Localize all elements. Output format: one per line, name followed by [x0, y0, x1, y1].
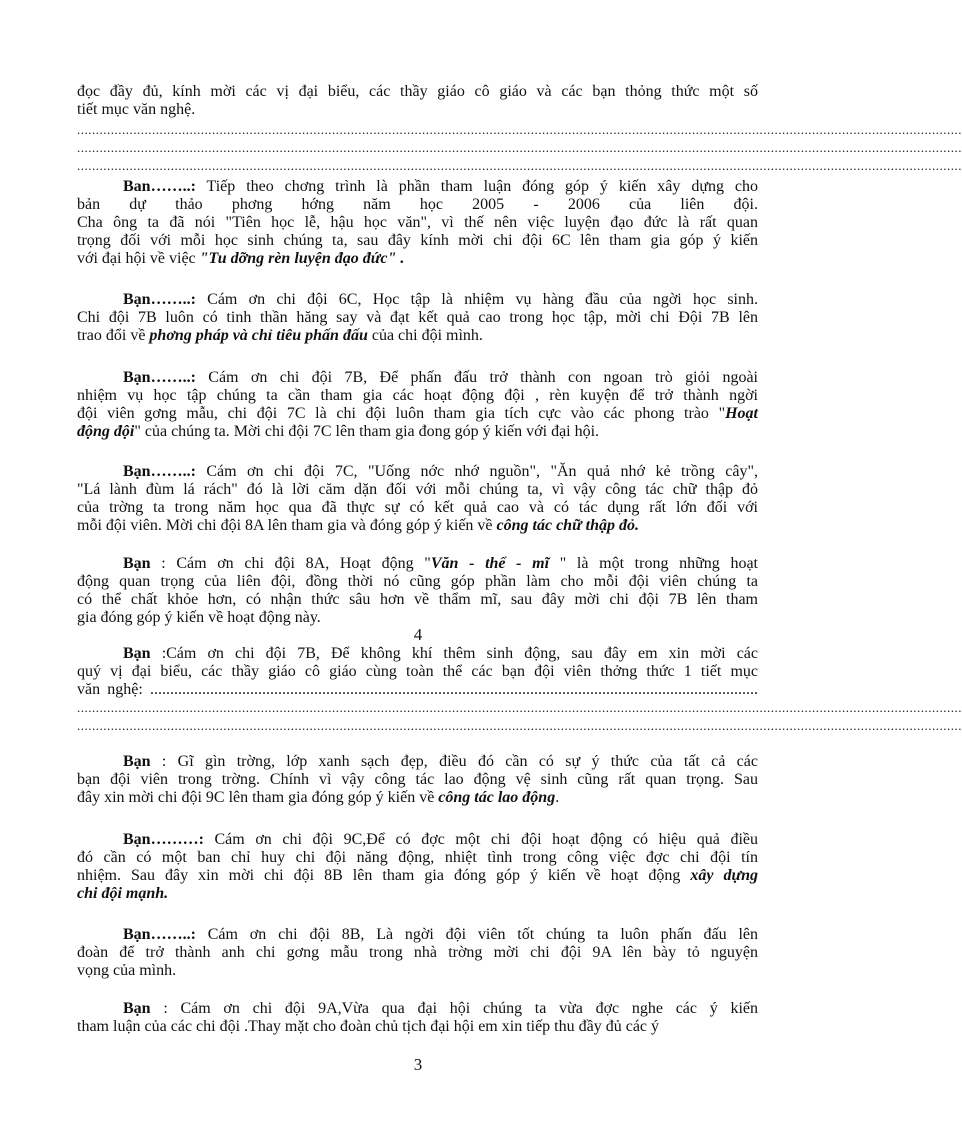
text-line — [77, 83, 758, 101]
text-line — [77, 369, 758, 387]
paragraph-7b-thanks — [77, 369, 758, 441]
text-line — [77, 1000, 758, 1018]
text-segment: bạn đội viên trong trờng. Chính vì vậy công tác lao động vệ sinh cũng rất quan trọng. Sau — [77, 771, 758, 788]
text-segment: đó cần có một ban chỉ huy chi đội năng động, nhiệt tình trong công việc đợc chi đội tín — [77, 849, 758, 866]
text-segment: : Cám ơn chi đội 8A, Hoạt động " — [161, 555, 431, 572]
text-line — [77, 962, 758, 980]
text-segment: đây xin mời chi đội 9C lên tham gia đóng góp ý kiến về — [77, 789, 439, 806]
text-segment: với đại hội về việc — [77, 250, 200, 267]
emphasis-text: chi đội mạnh. — [77, 885, 169, 902]
emphasis-text: công tác chữ thập đỏ. — [496, 517, 639, 534]
text-segment: :Cám ơn chi đội 7B, Để không khí thêm sinh động, sau đây em xin mời các — [161, 645, 758, 662]
text-segment: có thể chất khỏe hơn, có nhận thức sâu hơn về thẩm mĩ, sau đây mời chi đội 7B lên tham — [77, 591, 758, 608]
text-segment: tiết mục văn nghệ. — [77, 101, 196, 118]
text-segment: gia đóng góp ý kiến về hoạt động này. — [77, 609, 321, 626]
text-line — [77, 291, 758, 309]
text-segment: của trờng ta trong năm học qua đã thực sự có kết quả cao và có tác dụng rất lớn đối với — [77, 499, 758, 516]
text-segment: Tiếp theo chơng trình là phần tham luận đóng góp ý kiến xây dựng cho — [195, 178, 758, 195]
text-segment: Cha ông ta đã nói "Tiên học lễ, hậu học văn", vì thế nên việc luyện đạo đức là rất quan — [77, 214, 758, 231]
text-segment: Cám ơn chi đội 7C, "Uống nớc nhớ nguồn", "Ăn quả nhớ kẻ trồng cây", — [195, 463, 758, 480]
text-line — [77, 926, 758, 944]
text-line — [77, 831, 758, 849]
text-segment: đọc đầy đủ, kính mời các vị đại biểu, các thầy giáo cô giáo và các bạn thỏng thức một số — [77, 83, 758, 100]
dotted-fill-line — [77, 139, 962, 157]
text-segment: " là một trong những hoạt — [549, 555, 758, 572]
emphasis-text: công tác lao động — [438, 789, 556, 806]
paragraph-program-intro — [77, 178, 758, 268]
text-segment: của chi đội mình. — [367, 327, 483, 344]
text-segment: . — [555, 789, 560, 806]
emphasis-text: động đội — [77, 423, 135, 440]
text-segment: trao đổi về — [77, 327, 150, 344]
text-segment: đoàn để trở thành anh chi gơng mẫu trong nhà trờng mời chi đội 9A lên bày tỏ nguyện — [77, 944, 758, 961]
text-segment: bản dự thảo phơng hớng năm học 2005 - 2006 của liên đội. — [77, 196, 758, 213]
text-segment: tham luận của các chi đội .Thay mặt cho đoàn chủ tịch đại hội em xin tiếp thu đầy đủ các ý — [77, 1018, 660, 1035]
text-line — [77, 463, 758, 481]
speaker-label: Bạn……..: — [123, 926, 196, 943]
speaker-label: Ban……..: — [123, 178, 196, 195]
speaker-label: Bạn — [123, 645, 162, 662]
text-line — [77, 405, 758, 423]
text-segment: trọng đối với mỗi học sinh chúng ta, sau đây kính mời chi đội 6C lên tham gia góp ý kiến — [77, 232, 758, 249]
dotted-lines — [77, 121, 962, 175]
text-segment: "Lá lành đùm lá rách" đó là lời căm dặn đối với mỗi chúng ta, vì vậy công tác chữ thập đỏ — [77, 481, 758, 498]
text-line — [77, 1018, 758, 1036]
speaker-label: Bạn — [123, 1000, 164, 1017]
text-segment: mỗi đội viên. Mời chi đội 8A lên tham gia và đóng góp ý kiến về — [77, 517, 497, 534]
text-segment: ............................................................................................................................................................................................................................................ — [77, 158, 962, 173]
text-line — [77, 555, 758, 573]
text-line — [77, 663, 758, 681]
footer-page-number: 3 — [413, 1055, 423, 1074]
emphasis-text: Văn - thể - mĩ — [430, 555, 550, 572]
paragraph-intro-end — [77, 83, 758, 119]
dotted-fill-line — [77, 157, 962, 175]
text-line — [77, 232, 758, 250]
dotted-fill-line — [77, 717, 962, 735]
text-line — [77, 645, 758, 663]
text-segment: : Cám ơn chi đội 9A,Vừa qua đại hội chúng ta vừa đợc nghe các ý kiến — [163, 1000, 759, 1017]
text-segment: ............................................................................................................................................................................................................................................ — [77, 700, 962, 715]
emphasis-text: xây dựng — [690, 867, 758, 884]
text-segment: nhiệm. Sau đây xin mời chi đội 8B lên tham gia đóng góp ý kiến về hoạt động — [77, 867, 691, 884]
emphasis-text: phơng pháp và chỉ tiêu phấn đấu — [149, 327, 368, 344]
emphasis-text: Hoạt — [725, 405, 758, 422]
text-line — [77, 681, 758, 699]
text-line — [77, 885, 758, 903]
text-line — [77, 327, 758, 345]
text-line — [77, 849, 758, 867]
text-line — [77, 591, 758, 609]
inline-page-number: 4 — [413, 625, 423, 644]
paragraph-labor — [77, 753, 758, 807]
dotted-fill-line — [77, 699, 962, 717]
emphasis-text: "Tu dỡng rèn luyện đạo đức" . — [199, 250, 405, 267]
text-line — [77, 481, 758, 499]
paragraph-9a-thanks — [77, 1000, 758, 1036]
speaker-label: Bạn — [123, 555, 162, 572]
paragraph-8a-thanks — [77, 555, 758, 627]
text-segment: Chi đội 7B luôn có tinh thần hăng say và đạt kết quả cao trong học tập, mời chi Đội 7B lên — [77, 309, 758, 326]
text-line — [77, 387, 758, 405]
text-segment: động quan trọng của liên đội, đồng thời nó cũng góp phần làm cho mỗi đội viên chúng ta — [77, 573, 758, 590]
text-segment: ............................................................................................................................................................................................................................................ — [77, 718, 962, 733]
text-line — [77, 178, 758, 196]
paragraph-7c-thanks — [77, 463, 758, 535]
text-segment: Cám ơn chi đội 8B, Là ngời đội viên tốt chúng ta luôn phấn đấu lên — [195, 926, 758, 943]
text-line — [77, 309, 758, 327]
speaker-label: Bạn……..: — [123, 369, 196, 386]
text-line — [77, 944, 758, 962]
text-line — [77, 789, 758, 807]
text-segment: " của chúng ta. Mời chi đội 7C lên tham gia đong góp ý kiến với đại hội. — [134, 423, 600, 440]
paragraph-9c-thanks — [77, 831, 758, 903]
text-segment: đội viên gơng mẫu, chi đội 7C là chi đội luôn tham gia tích cực vào các phong trào " — [77, 405, 726, 422]
text-line — [77, 423, 758, 441]
text-segment: ............................................................................................................................................................................................................................................ — [77, 140, 962, 155]
speaker-label: Bạn……..: — [123, 291, 196, 308]
speaker-label: Bạn……..: — [123, 463, 196, 480]
text-line — [77, 753, 758, 771]
text-segment: văn nghệ: ........................................................................................................................................................ — [77, 681, 758, 698]
text-line — [77, 573, 758, 591]
text-segment: : Gĩ gìn trờng, lớp xanh sạch đẹp, điều đó cần có sự ý thức của tất cả các — [161, 753, 758, 770]
text-segment: ............................................................................................................................................................................................................................................ — [77, 122, 962, 137]
text-line — [77, 250, 758, 268]
paragraph-8b-thanks — [77, 926, 758, 980]
paragraph-6c-thanks — [77, 291, 758, 345]
speaker-label: Bạn………: — [123, 831, 204, 848]
text-segment: vọng của mình. — [77, 962, 177, 979]
text-segment: quý vị đại biểu, các thầy giáo cô giáo cùng toàn thể các bạn đội viên thởng thức 1 tiết mục — [77, 663, 758, 680]
text-line — [77, 499, 758, 517]
text-line — [77, 196, 758, 214]
text-segment: Cám ơn chi đội 7B, Để phấn đấu trở thành con ngoan trò giỏi ngoài — [195, 369, 758, 386]
text-segment: Cám ơn chi đội 9C,Để có đợc một chi đội hoạt động có hiệu quả điều — [203, 831, 758, 848]
text-line — [77, 771, 758, 789]
text-segment: nhiệm vụ học tập chúng ta cần tham gia các hoạt động đội , rèn kuyện để trở thành ngời — [77, 387, 758, 404]
paragraph-7b-music — [77, 645, 962, 735]
text-segment: Cám ơn chi đội 6C, Học tập là nhiệm vụ hàng đầu của ngời học sinh. — [195, 291, 758, 308]
speaker-label: Bạn — [123, 753, 162, 770]
dotted-fill-line — [77, 121, 962, 139]
text-line — [77, 517, 758, 535]
text-line — [77, 867, 758, 885]
text-line — [77, 214, 758, 232]
text-line — [77, 101, 758, 119]
